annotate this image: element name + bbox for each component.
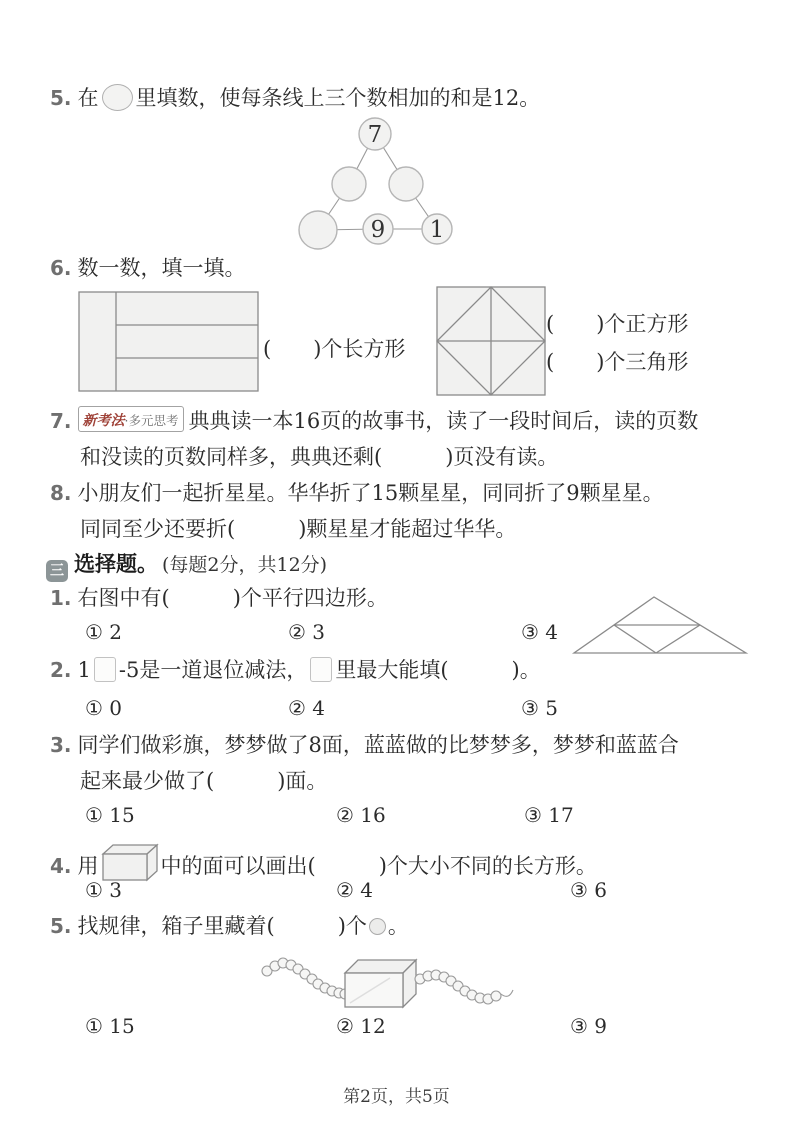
- c1-option-2: ② 3: [288, 620, 326, 644]
- q5-text-after: 里填数，使每条线上三个数相加的和是12。: [135, 86, 541, 110]
- blank-square-icon: [310, 657, 332, 682]
- page-footer: 第2页，共5页: [343, 1087, 450, 1107]
- q8-line2: 同同至少还要折( )颗星星才能超过华华。: [80, 517, 517, 541]
- c5-option-1: ① 15: [85, 1014, 135, 1038]
- divided-rectangle-figure: [78, 291, 259, 392]
- c3-number: 3.: [50, 733, 72, 757]
- c4-number: 4.: [50, 854, 72, 878]
- c1-number: 1.: [50, 586, 72, 610]
- q7-line1: [50, 406, 698, 436]
- c5-option-2: ② 12: [336, 1014, 386, 1038]
- q8-number: 8.: [50, 481, 72, 505]
- q5-line: [50, 84, 540, 113]
- c1-line: [50, 584, 388, 613]
- c3-option-2: ② 16: [336, 803, 386, 827]
- c1-option-3: ③ 4: [521, 620, 559, 644]
- c1-text: 右图中有( )个平行四边形。: [77, 586, 388, 610]
- bead-chain-with-box-figure: [255, 945, 517, 1015]
- q6-rectangle-blank: ( )个长方形: [263, 337, 406, 361]
- c3-text1: 同学们做彩旗，梦梦做了8面，蓝蓝做的比梦梦多，梦梦和蓝蓝合: [77, 733, 679, 757]
- new-method-badge: [78, 406, 184, 432]
- q5-number: 5.: [50, 86, 72, 110]
- section-header: [46, 549, 327, 582]
- c3-option-3: ③ 17: [524, 803, 574, 827]
- c3-option-1: ① 15: [85, 803, 135, 827]
- sum-triangle-figure: [296, 112, 458, 256]
- square-with-diagonals-figure: [436, 286, 546, 396]
- section-three-icon: 三: [46, 560, 68, 582]
- badge-main-label: 新考法: [82, 413, 125, 429]
- q7-line2: 和没读的页数同样多，典典还剩( )页没有读。: [80, 445, 559, 469]
- badge-sub-label: ·多元思考: [124, 413, 179, 428]
- c1-option-1: ① 2: [85, 620, 123, 644]
- blank-square-icon: [94, 657, 116, 682]
- c5-option-3: ③ 9: [570, 1014, 608, 1038]
- node-value-top: 7: [367, 122, 383, 148]
- q6-square-blank: ( )个正方形: [546, 312, 689, 336]
- section-note: (每题2分，共12分): [162, 554, 328, 576]
- q8-line1: [50, 479, 664, 508]
- c2-option-2: ② 4: [288, 696, 326, 720]
- q5-text-before: 在: [77, 86, 99, 110]
- q8-text1: 小朋友们一起折星星。华华折了15颗星星，同同折了9颗星星。: [77, 481, 664, 505]
- q6-line: [50, 254, 246, 283]
- c2-text3: 里最大能填( )。: [335, 658, 541, 682]
- c5-line: [50, 912, 409, 941]
- cuboid-icon: [101, 841, 159, 883]
- c2-text2: -5是一道退位减法，: [118, 658, 308, 682]
- c4-line: [50, 841, 597, 883]
- c4-option-1: ① 3: [85, 878, 123, 902]
- q6-title: 数一数，填一填。: [77, 256, 246, 280]
- node-value-bottom-mid: 9: [370, 217, 386, 243]
- c2-line: [50, 656, 541, 685]
- c2-text1: 1: [77, 658, 91, 682]
- q7-number: 7.: [50, 409, 72, 433]
- bead-circle-icon: [369, 918, 386, 935]
- node-value-bottom-right: 1: [429, 217, 445, 243]
- c4-text1: 用: [77, 854, 99, 878]
- c4-text2: 中的面可以画出( )个大小不同的长方形。: [160, 854, 597, 878]
- c5-number: 5.: [50, 914, 72, 938]
- subdivided-triangle-figure: [572, 595, 748, 657]
- c2-number: 2.: [50, 658, 72, 682]
- c3-line1: [50, 731, 679, 760]
- section-title: 选择题。: [74, 551, 158, 576]
- q6-number: 6.: [50, 256, 72, 280]
- c4-option-2: ② 4: [336, 878, 374, 902]
- blank-oval-icon: [102, 84, 133, 111]
- c2-option-1: ① 0: [85, 696, 123, 720]
- c2-option-3: ③ 5: [521, 696, 559, 720]
- c5-text1: 找规律，箱子里藏着( )个: [77, 914, 367, 938]
- c3-line2: 起来最少做了( )面。: [80, 769, 328, 793]
- c5-text2: 。: [387, 914, 409, 938]
- c4-option-3: ③ 6: [570, 878, 608, 902]
- q6-triangle-blank: ( )个三角形: [546, 350, 689, 374]
- q7-text1: 典典读一本16页的故事书，读了一段时间后，读的页数: [188, 409, 699, 433]
